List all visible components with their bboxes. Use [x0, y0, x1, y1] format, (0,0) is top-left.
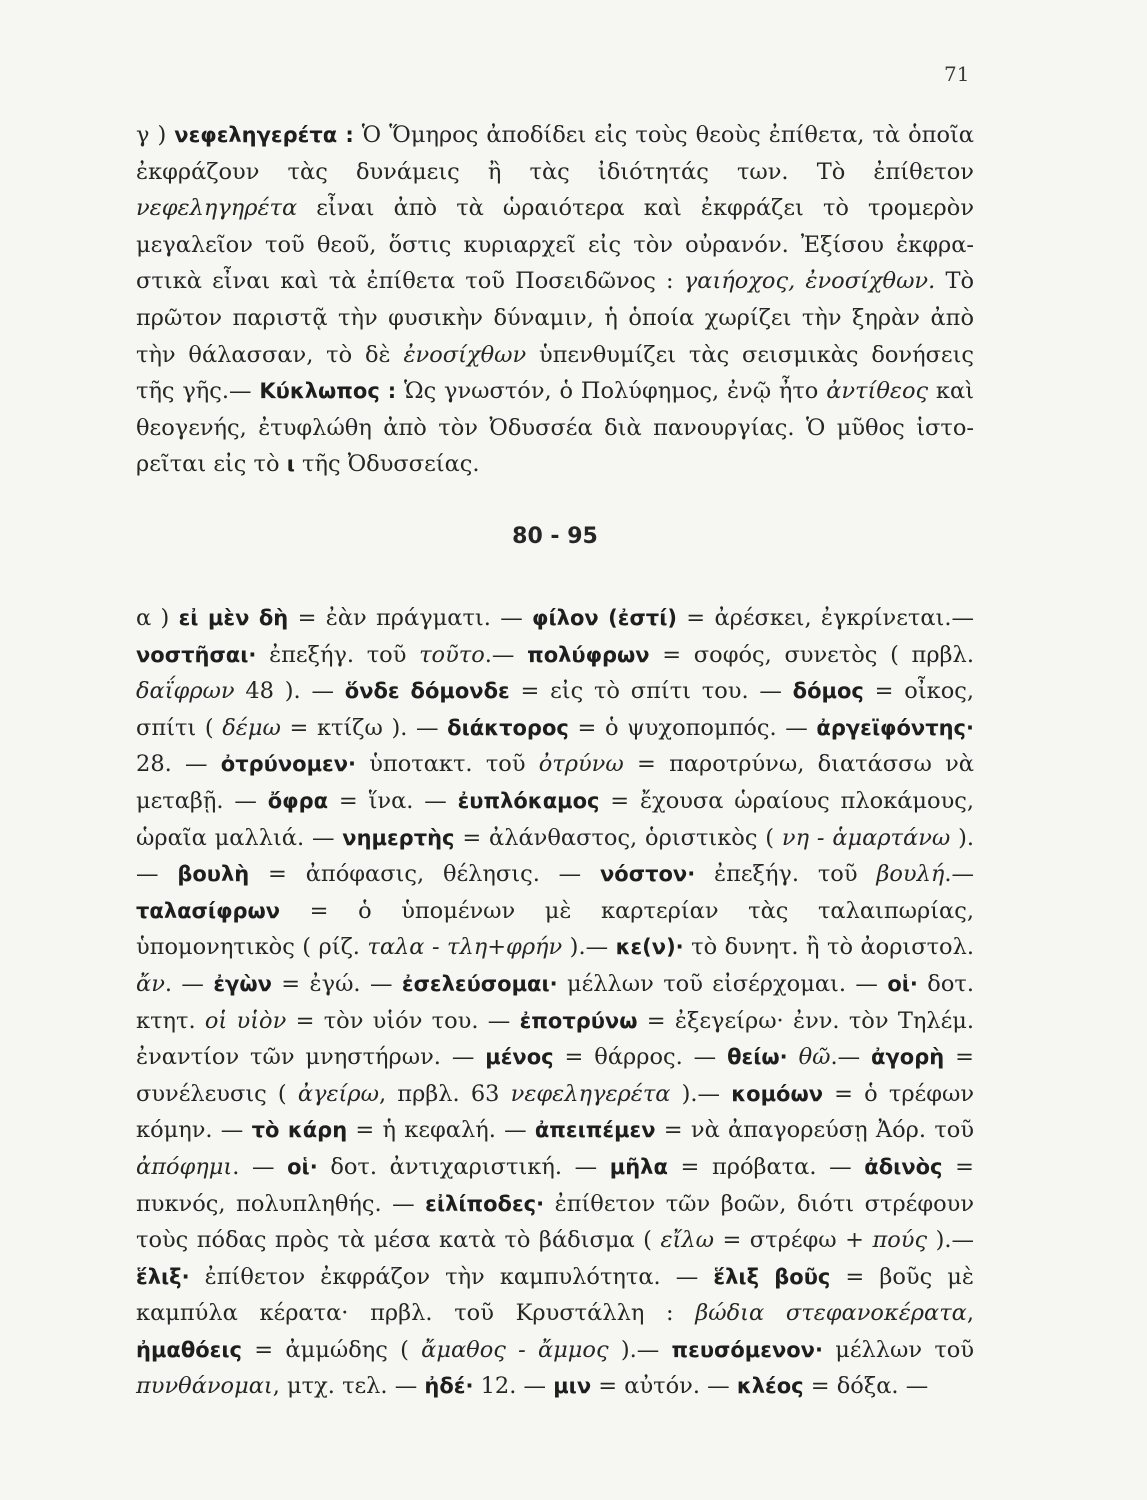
italic-term: νεφεληγηρέτα: [136, 195, 298, 222]
body-text: = ἀμμώδης (: [242, 1336, 422, 1363]
headword: Κύκλωπος :: [259, 379, 397, 404]
body-text: ἐπίθετον τῶν βοῶν, διότι στρέφουν τοὺς πόδας πρὸς τὰ μέσα κατὰ τὸ βάδισμα (: [136, 1190, 974, 1254]
body-text: = ἀπόφασις, θέλησις. —: [249, 861, 600, 888]
body-text: = πρόβατα. —: [667, 1153, 865, 1180]
headword: θείω·: [727, 1045, 788, 1070]
italic-term: πούς: [872, 1227, 928, 1254]
body-text: = οἶκος, σπίτι (: [136, 678, 975, 741]
section-heading: 80 - 95: [512, 524, 598, 549]
body-text: ἐπεξήγ. τοῦ: [695, 861, 877, 888]
italic-term: ταλα - τλη+φρήν: [367, 934, 563, 961]
body-text: .—: [830, 1044, 872, 1071]
gamma-note-paragraph: [136, 117, 974, 483]
body-text: = ὁ τρέφων κόμην. —: [136, 1080, 974, 1144]
body-text: = ἐγώ. —: [271, 970, 402, 997]
body-text: 28. —: [136, 751, 221, 778]
italic-term: ἐνοσίχθων: [403, 341, 527, 368]
body-text: ).—: [927, 1227, 975, 1254]
headword: νεφεληγερέτα :: [174, 123, 354, 147]
headword: κε(ν)·: [615, 935, 684, 960]
italic-term: βουλή: [876, 861, 945, 888]
headword: νημερτὴς: [342, 825, 455, 850]
body-text: ὑπενθυμίζει τὰς σεισμικὰς δονήσεις τῆς γῆς.—: [136, 341, 975, 405]
body-text: = πυκνός, πολυπληθής. —: [136, 1153, 974, 1217]
body-text: ,: [966, 1300, 974, 1327]
body-text: = ὁ ψυχοπομπός. —: [568, 714, 817, 741]
body-text: = δόξα. —: [803, 1373, 929, 1400]
body-text: , πρβλ. 63: [378, 1080, 511, 1107]
body-text: .—: [484, 641, 528, 668]
italic-term: δέμω: [222, 714, 281, 741]
body-text: τῆς Ὀδυσσείας.: [294, 451, 480, 478]
italic-term: νεφεληγερέτα: [510, 1080, 671, 1107]
body-text: = συνέλευσις (: [136, 1044, 974, 1107]
body-text: = ἔχουσα ὡραίους πλοκάμους, ὡραῖα μαλλιά. —: [136, 787, 974, 851]
headword: δόμος: [792, 679, 864, 704]
headword: ἐσελεύσομαι·: [401, 971, 558, 996]
headword: μένος: [485, 1045, 554, 1070]
headword: οἱ·: [287, 1154, 318, 1179]
body-text: = ὁ ὑπομένων μὲ καρτερίαν τὰς ταλαιπωρίας, ὑπομονητικὸς ( ρίζ.: [136, 897, 974, 961]
body-text: μέλλων τοῦ: [822, 1336, 975, 1363]
headword: βουλὴ: [177, 862, 250, 887]
headword: ταλασίφρων: [136, 898, 281, 923]
headword: ἕλιξ·: [136, 1264, 190, 1289]
headword: νόστον·: [600, 862, 696, 887]
headword: ἐποτρύνω: [519, 1008, 638, 1033]
headword: διάκτορος: [447, 715, 569, 740]
body-text: = ἵνα. —: [328, 787, 458, 814]
headword: εἰλίποδες·: [425, 1191, 545, 1216]
body-text: Τὸ πρῶτον παριστᾷ τὴν φυσικὴν δύναμιν, ἡ ὁποία χωρίζει τὴν ξηρὰν ἀπὸ τὴν θάλασσαν, τὸ δὲ: [136, 268, 974, 368]
body-text: = θάρρος. —: [553, 1044, 728, 1071]
body-text: = τὸν υἱόν του. —: [286, 1007, 520, 1034]
body-text: ἐπίθετον ἐκφράζον τὴν καμπυλότητα. —: [189, 1263, 714, 1290]
body-text: ).—: [608, 1336, 672, 1363]
page-number: 71: [944, 62, 970, 86]
body-text: = εἰς τὸ σπίτι του. —: [509, 678, 793, 705]
body-text: = αὐτόν. —: [591, 1373, 737, 1400]
glossary-paragraph: [136, 600, 974, 1405]
body-text: , μτχ. τελ. —: [272, 1373, 425, 1400]
italic-term: ὀτρύνω: [538, 751, 624, 778]
headword: ὀτρύνομεν·: [220, 752, 356, 777]
body-text: = νὰ ἀπαγορεύσῃ Ἀόρ. τοῦ: [655, 1117, 974, 1144]
body-text: = ἀρέσκει, ἐγκρίνεται.—: [676, 605, 974, 631]
headword: κλέος: [736, 1374, 804, 1399]
headword: μιν: [553, 1374, 592, 1399]
body-text: 48 ). —: [234, 678, 345, 705]
body-text: δοτ. ἀντιχαριστική. —: [317, 1153, 610, 1180]
italic-term: ἀγείρω: [297, 1080, 379, 1107]
italic-term: ἄμαθος - ἄμμος: [421, 1336, 609, 1363]
italic-term: δαΐφρων: [136, 678, 235, 705]
body-text: ).—: [136, 824, 974, 888]
body-text: . —: [164, 970, 214, 997]
italic-term: εἴλω: [660, 1227, 714, 1254]
italic-term: νη - ἁμαρτάνω: [781, 824, 951, 851]
body-text: Ὡς γνωστόν, ὁ Πολύφημος, ἐνῷ ἦτο: [396, 378, 827, 405]
headword: ἀγορὴ: [871, 1045, 945, 1070]
headword: ι: [286, 452, 295, 477]
body-text: = ἡ κεφαλή. —: [347, 1117, 535, 1144]
body-text: = ἐξεγείρω· ἐνν. τὸν Τηλέμ. ἐναντίον τῶν μνηστήρων. —: [136, 1007, 975, 1071]
headword: ὄφρα: [267, 788, 329, 813]
headword: εἰ μὲν δὴ: [178, 606, 289, 630]
body-text: = σοφός, συνετὸς ( πρβλ.: [649, 641, 974, 668]
headword: ἀργεϊφόντης·: [816, 715, 974, 740]
body-text: Ὁ Ὅμηρος ἀποδίδει εἰς τοὺς θεοὺς ἐπίθετα, τὰ ὁποῖα ἐκφράζουν τὰς δυνάμεις ἢ τὰς ἰδιότητάς των. Τὸ ἐπίθετον: [136, 122, 975, 185]
headword: ἀπειπέμεν: [534, 1118, 656, 1143]
body-text: γ ): [136, 122, 175, 148]
body-text: καὶ θεογενής, ἐτυφλώθη ἀπὸ τὸν Ὀδυσσέα διὰ πανουργίας. Ὁ μῦθος ἱστορεῖται εἰς τὸ: [136, 378, 975, 478]
body-text: 12. —: [473, 1373, 554, 1400]
headword: ἐυπλόκαμος: [457, 788, 600, 813]
body-text: = βοῦς μὲ καμπύλα κέρατα· πρβλ. τοῦ Κρυστάλλη :: [136, 1263, 975, 1327]
italic-term: οἱ υἱὸν: [204, 1007, 287, 1034]
body-text: ἐπεξήγ. τοῦ: [256, 641, 420, 668]
headword: τὸ κάρη: [251, 1118, 348, 1143]
body-text: .—: [944, 861, 974, 888]
italic-term: ἄν: [136, 970, 165, 997]
body-text: = στρέφω +: [713, 1227, 873, 1254]
italic-term: ἀντίθεος: [826, 378, 929, 405]
body-text: = παροτρύνω, διατάσσω νὰ μεταβῇ. —: [136, 751, 975, 814]
body-text: = κτίζω ). —: [280, 714, 448, 741]
headword: ἐγὼν: [213, 971, 272, 996]
headword: ὅνδε δόμονδε: [344, 679, 510, 704]
headword: ἀδινὸς: [864, 1154, 943, 1179]
headword: μῆλα: [609, 1154, 668, 1179]
italic-term: τοῦτο: [419, 641, 485, 668]
body-text: [788, 1044, 799, 1070]
italic-term: γαιήοχος, ἐνοσίχθων.: [683, 268, 936, 295]
body-text: ὑποτακτ. τοῦ: [356, 751, 539, 778]
headword: πολύφρων: [527, 642, 650, 667]
headword: ἕλιξ βοῦς: [713, 1264, 831, 1289]
body-text: . —: [232, 1153, 288, 1180]
body-text: εἶναι ἀπὸ τὰ ὡραιότερα καὶ ἐκφράζει τὸ τρομερὸν μεγαλεῖον τοῦ θεοῦ, ὅστις κυριαρχεῖ εἰς τὸν οὐρανόν. Ἐξίσου ἐκφραστικὰ εἶναι καὶ τὰ ἐπίθετα τοῦ Ποσειδῶνος :: [136, 195, 974, 295]
italic-term: ἀπόφημι: [136, 1153, 233, 1180]
body-text: = ἐὰν πράγματι. —: [288, 605, 533, 631]
headword: νοστῆσαι·: [136, 642, 257, 667]
body-text: ).—: [562, 934, 616, 961]
body-text: α ): [136, 605, 179, 631]
body-text: δοτ. κτητ.: [136, 970, 974, 1034]
headword: ἠμαθόεις: [136, 1337, 243, 1362]
headword: φίλον (ἐστί): [532, 606, 677, 630]
headword: πευσόμενον·: [671, 1337, 823, 1362]
body-text: τὸ δυνητ. ἢ τὸ ἀοριστολ.: [683, 934, 975, 961]
headword: κομόων: [731, 1081, 824, 1106]
headword: οἱ·: [887, 971, 918, 996]
headword: ἠδέ·: [424, 1374, 474, 1399]
italic-term: πυνθάνομαι: [136, 1373, 273, 1400]
body-text: μέλλων τοῦ εἰσέρχομαι. —: [557, 970, 888, 997]
body-text: ).—: [670, 1080, 732, 1107]
italic-term: βώδια στεφανοκέρατα: [695, 1300, 967, 1327]
body-text: = ἀλάνθαστος, ὁριστικὸς (: [454, 824, 782, 851]
italic-term: θῶ: [798, 1044, 831, 1071]
